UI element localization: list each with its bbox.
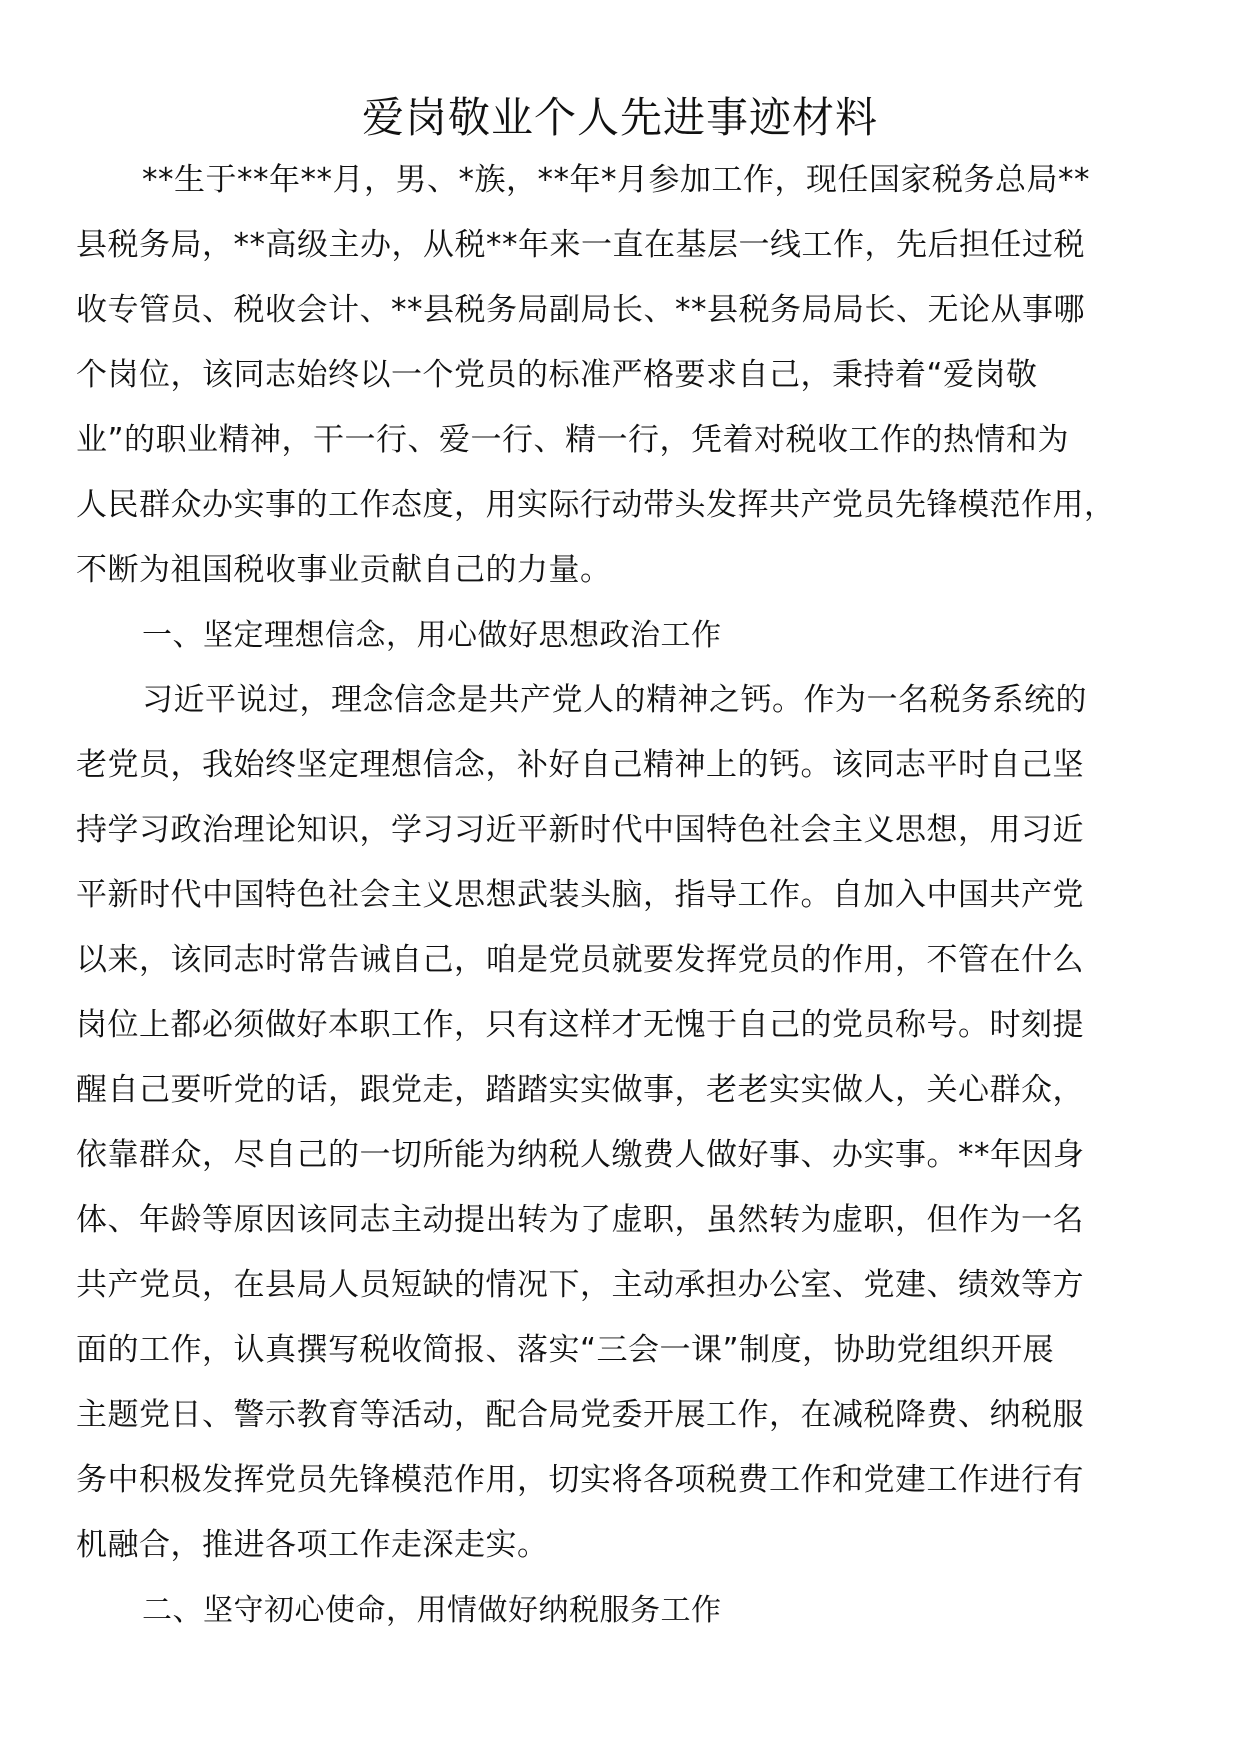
paragraph-1-line-4: 个岗位，该同志始终以一个党员的标准严格要求自己，秉持着“爱岗敬	[76, 357, 1038, 393]
paragraph-1-line-1: **生于**年**月，男、*族，**年*月参加工作，现任国家税务总局**	[142, 162, 1090, 198]
paragraph-2-line-2: 老党员，我始终坚定理想信念，补好自己精神上的钙。该同志平时自己坚	[76, 747, 1084, 783]
section-heading-2: 二、坚守初心使命，用情做好纳税服务工作	[142, 1593, 722, 1628]
paragraph-2-line-7: 醒自己要听党的话，跟党走，踏踏实实做事，老老实实做人，关心群众，	[76, 1072, 1084, 1108]
section-heading-1: 一、坚定理想信念，用心做好思想政治工作	[142, 618, 722, 653]
paragraph-1-line-6: 人民群众办实事的工作态度，用实际行动带头发挥共产党员先锋模范作用，	[76, 487, 1116, 523]
paragraph-2-line-14: 机融合，推进各项工作走深走实。	[76, 1527, 549, 1563]
paragraph-2-line-1: 习近平说过，理念信念是共产党人的精神之钙。作为一名税务系统的	[142, 682, 1087, 718]
paragraph-2-line-5: 以来，该同志时常告诫自己，咱是党员就要发挥党员的作用，不管在什么	[76, 942, 1084, 978]
paragraph-1-line-2: 县税务局，**高级主办，从税**年来一直在基层一线工作，先后担任过税	[76, 227, 1085, 263]
paragraph-2-line-13: 务中积极发挥党员先锋模范作用，切实将各项税费工作和党建工作进行有	[76, 1462, 1084, 1498]
paragraph-2-line-11: 面的工作，认真撰写税收简报、落实“三会一课”制度，协助党组织开展	[76, 1332, 1055, 1368]
paragraph-2-line-6: 岗位上都必须做好本职工作，只有这样才无愧于自己的党员称号。时刻提	[76, 1007, 1084, 1043]
paragraph-2-line-4: 平新时代中国特色社会主义思想武装头脑，指导工作。自加入中国共产党	[76, 877, 1084, 913]
paragraph-1-line-3: 收专管员、税收会计、**县税务局副局长、**县税务局局长、无论从事哪	[76, 292, 1085, 328]
paragraph-2-line-3: 持学习政治理论知识，学习习近平新时代中国特色社会主义思想，用习近	[76, 812, 1084, 848]
document-title: 爱岗敬业个人先进事迹材料	[361, 93, 878, 142]
paragraph-2-line-8: 依靠群众，尽自己的一切所能为纳税人缴费人做好事、办实事。**年因身	[76, 1137, 1085, 1173]
paragraph-1-line-5: 业”的职业精神，干一行、爱一行、精一行，凭着对税收工作的热情和为	[76, 422, 1070, 458]
paragraph-2-line-9: 体、年龄等原因该同志主动提出转为了虚职，虽然转为虚职，但作为一名	[76, 1202, 1084, 1238]
paragraph-2-line-10: 共产党员，在县局人员短缺的情况下，主动承担办公室、党建、绩效等方	[76, 1267, 1084, 1303]
document-body	[76, 148, 1168, 1643]
paragraph-1-line-7: 不断为祖国税收事业贡献自己的力量。	[76, 552, 612, 588]
paragraph-2-line-12: 主题党日、警示教育等活动，配合局党委开展工作，在减税降费、纳税服	[76, 1397, 1084, 1433]
